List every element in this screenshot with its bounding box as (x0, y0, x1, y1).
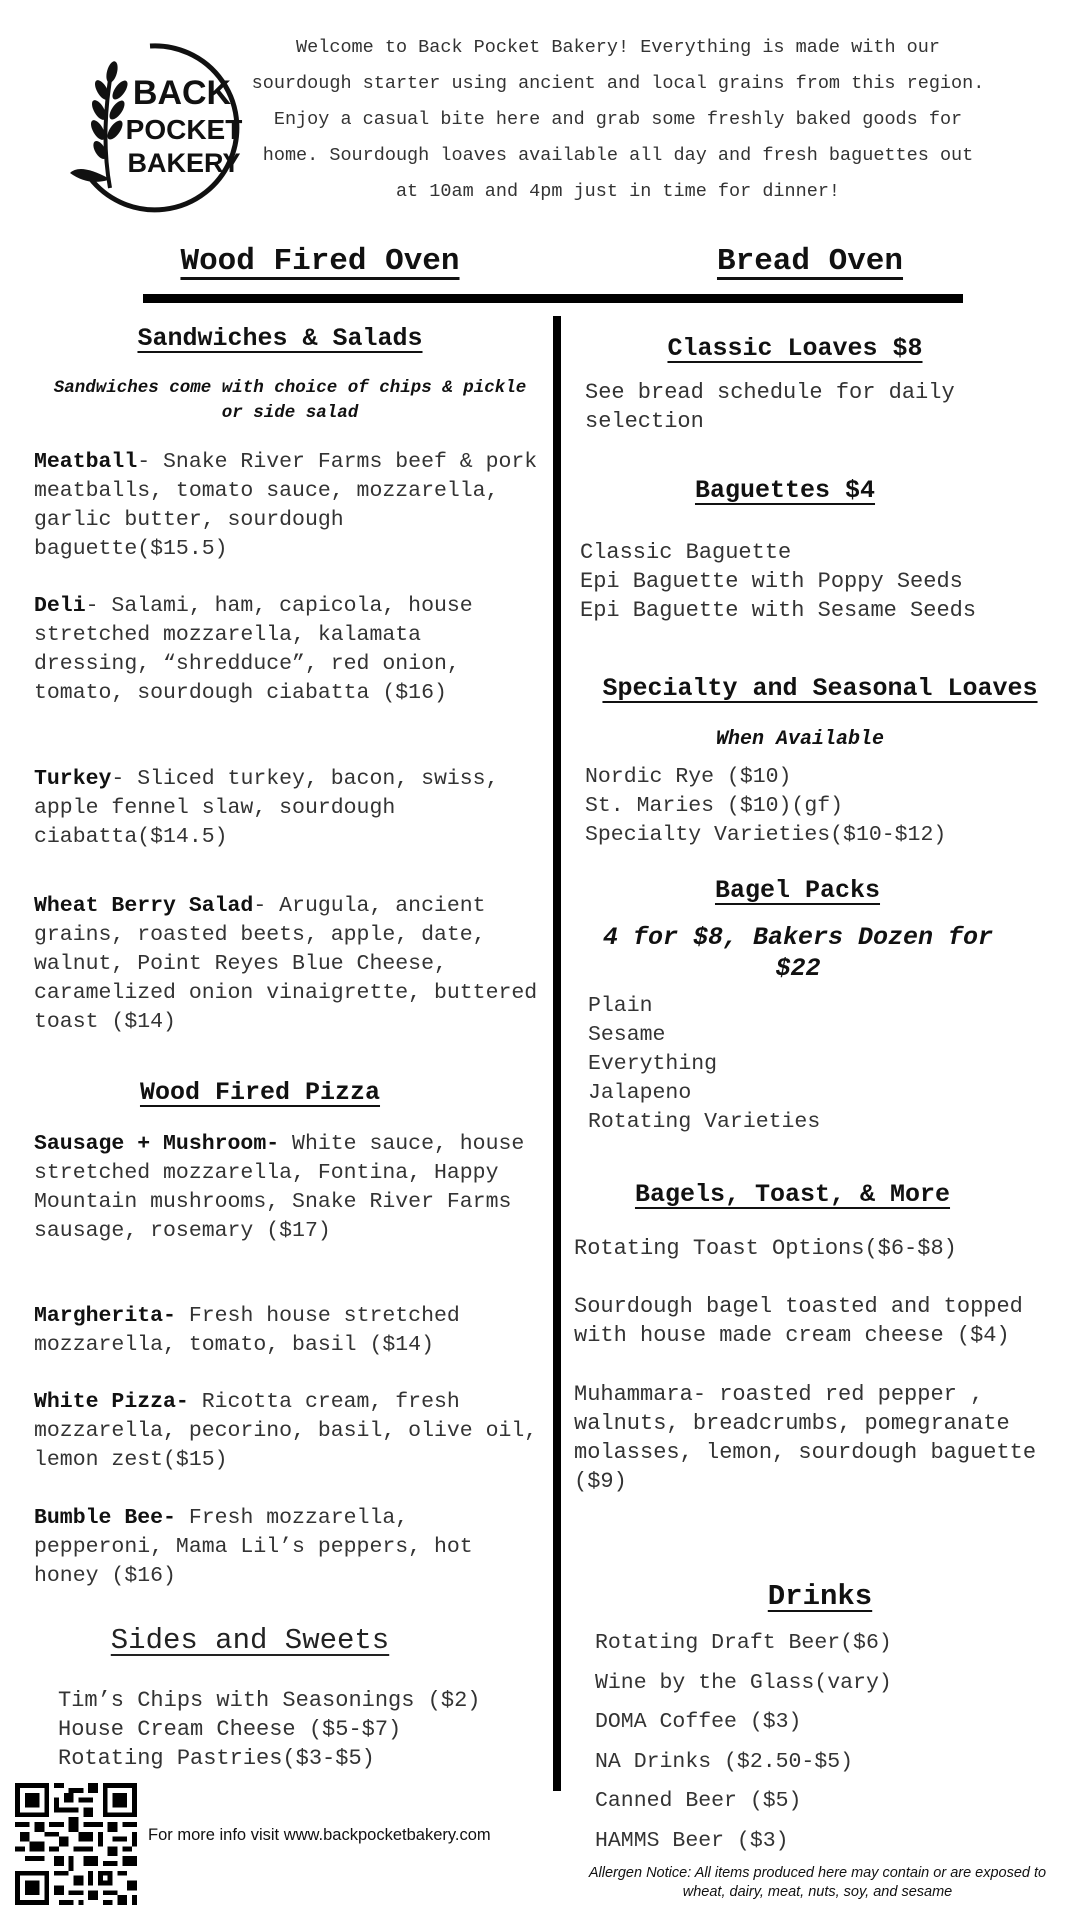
section-title-classic-loaves: Classic Loaves $8 (667, 334, 923, 363)
section-title-baguettes: Baguettes $4 (694, 476, 876, 505)
section-title-pizza: Wood Fired Pizza (139, 1078, 381, 1107)
list-item: Specialty Varieties($10-$12) (585, 823, 947, 847)
column-divider (553, 316, 561, 1791)
toast-item-muhammara: Muhammara- roasted red pepper , walnuts, breadcrumbs, pomegranate molasses, lemon, sourdough baguette ($9) (574, 1382, 1037, 1494)
baguettes-list (580, 538, 976, 625)
logo-text-bakery: BAKERY (127, 148, 241, 178)
header-divider (143, 294, 963, 303)
drinks-list (595, 1624, 892, 1861)
specialty-list (585, 763, 946, 850)
section-title-bagel-packs: Bagel Packs (714, 876, 881, 905)
list-item: Nordic Rye ($10) (585, 765, 792, 789)
column-heading-bread-oven: Bread Oven (716, 244, 904, 279)
bagel-packs-list (588, 992, 820, 1137)
logo-text-pocket: POCKET (125, 114, 243, 145)
list-item: HAMMS Beer ($3) (595, 1828, 789, 1853)
list-item: Jalapeno (588, 1081, 692, 1105)
list-item: NA Drinks ($2.50-$5) (595, 1749, 854, 1774)
list-item: DOMA Coffee ($3) (595, 1710, 802, 1734)
menu-item-wheat-berry-salad: Wheat Berry Salad- Arugula, ancient grains, roasted beets, apple, date, walnut, Point Reyes Blue Cheese, caramelized onion vinaigrette, buttered toast ($14) (34, 894, 538, 1034)
list-item: Everything (588, 1052, 718, 1076)
menu-item-meatball: Meatball- Snake River Farms beef & pork meatballs, tomato sauce, mozzarella, garlic butter, sourdough baguette($15.5) (34, 450, 538, 561)
list-item: St. Maries ($10)(gf) (585, 794, 844, 818)
list-item: Canned Beer ($5) (595, 1789, 802, 1813)
menu-item-turkey: Turkey- Sliced turkey, bacon, swiss, apple fennel slaw, sourdough ciabatta($14.5) (34, 767, 499, 849)
list-item: Classic Baguette (580, 540, 792, 565)
menu-item-bumble-bee: Bumble Bee- Fresh mozzarella, pepperoni, Mama Lil’s peppers, hot honey ($16) (34, 1506, 473, 1588)
section-title-sides: Sides and Sweets (110, 1624, 390, 1657)
list-item: Rotating Varieties (588, 1110, 821, 1134)
classic-loaves-desc: See bread schedule for daily selection (585, 380, 955, 434)
menu-item-deli: Deli- Salami, ham, capicola, house stretched mozzarella, kalamata dressing, “shredduce”, red onion, tomato, sourdough ciabatta ($16) (34, 594, 473, 705)
menu-item-sausage-mushroom: Sausage + Mushroom- White sauce, house stretched mozzarella, Fontina, Happy Mountain mushrooms, Snake River Farms sausage, rosemary ($17) (34, 1132, 525, 1243)
list-item: Rotating Draft Beer($6) (595, 1631, 892, 1655)
column-heading-wood-fired-oven: Wood Fired Oven (180, 244, 460, 279)
sides-list (58, 1686, 480, 1773)
sandwiches-note: Sandwiches come with choice of chips & pickle or side salad (53, 378, 527, 423)
section-title-bagels-toast: Bagels, Toast, & More (634, 1180, 951, 1209)
menu-item-white-pizza: White Pizza- Ricotta cream, fresh mozzarella, pecorino, basil, olive oil, lemon zest($15) (34, 1390, 538, 1472)
bakery-logo (50, 38, 250, 216)
section-title-sandwiches: Sandwiches & Salads (137, 324, 423, 353)
list-item: Tim’s Chips with Seasonings ($2) (58, 1688, 481, 1713)
section-title-drinks: Drinks (767, 1580, 873, 1613)
logo-text-back: BACK (132, 74, 232, 112)
list-item: Sesame (588, 1023, 666, 1047)
intro-text: Welcome to Back Pocket Bakery! Everything is made with our sourdough starter using ancient and local grains from this region. Enjoy a casual bite here and grab some freshly baked goods for home. Sourdough loaves available all day and fresh baguettes out at 10am and 4pm just in time for dinner! (251, 37, 985, 202)
website-info: For more info visit www.backpocketbakery.com (148, 1826, 491, 1844)
list-item: Wine by the Glass(vary) (595, 1670, 892, 1695)
section-title-specialty: Specialty and Seasonal Loaves (602, 674, 1038, 703)
bagel-packs-deal: 4 for $8, Bakers Dozen for $22 (602, 923, 994, 983)
toast-item-rotating: Rotating Toast Options($6-$8) (574, 1236, 957, 1261)
list-item: Plain (588, 994, 653, 1018)
list-item: Rotating Pastries($3-$5) (58, 1746, 375, 1771)
list-item: House Cream Cheese ($5-$7) (58, 1717, 402, 1742)
list-item: Epi Baguette with Sesame Seeds (580, 598, 977, 623)
menu-item-margherita: Margherita- Fresh house stretched mozzarella, tomato, basil ($14) (34, 1304, 460, 1357)
list-item: Epi Baguette with Poppy Seeds (580, 569, 963, 594)
wheat-icon (50, 38, 250, 216)
allergen-notice: Allergen Notice: All items produced here may contain or are exposed to wheat, dairy, meat, nuts, soy, and sesame (588, 1865, 1047, 1900)
specialty-note: When Available (715, 728, 885, 751)
toast-item-bagel: Sourdough bagel toasted and topped with house made cream cheese ($4) (574, 1294, 1023, 1348)
qr-code-icon[interactable] (15, 1783, 137, 1905)
